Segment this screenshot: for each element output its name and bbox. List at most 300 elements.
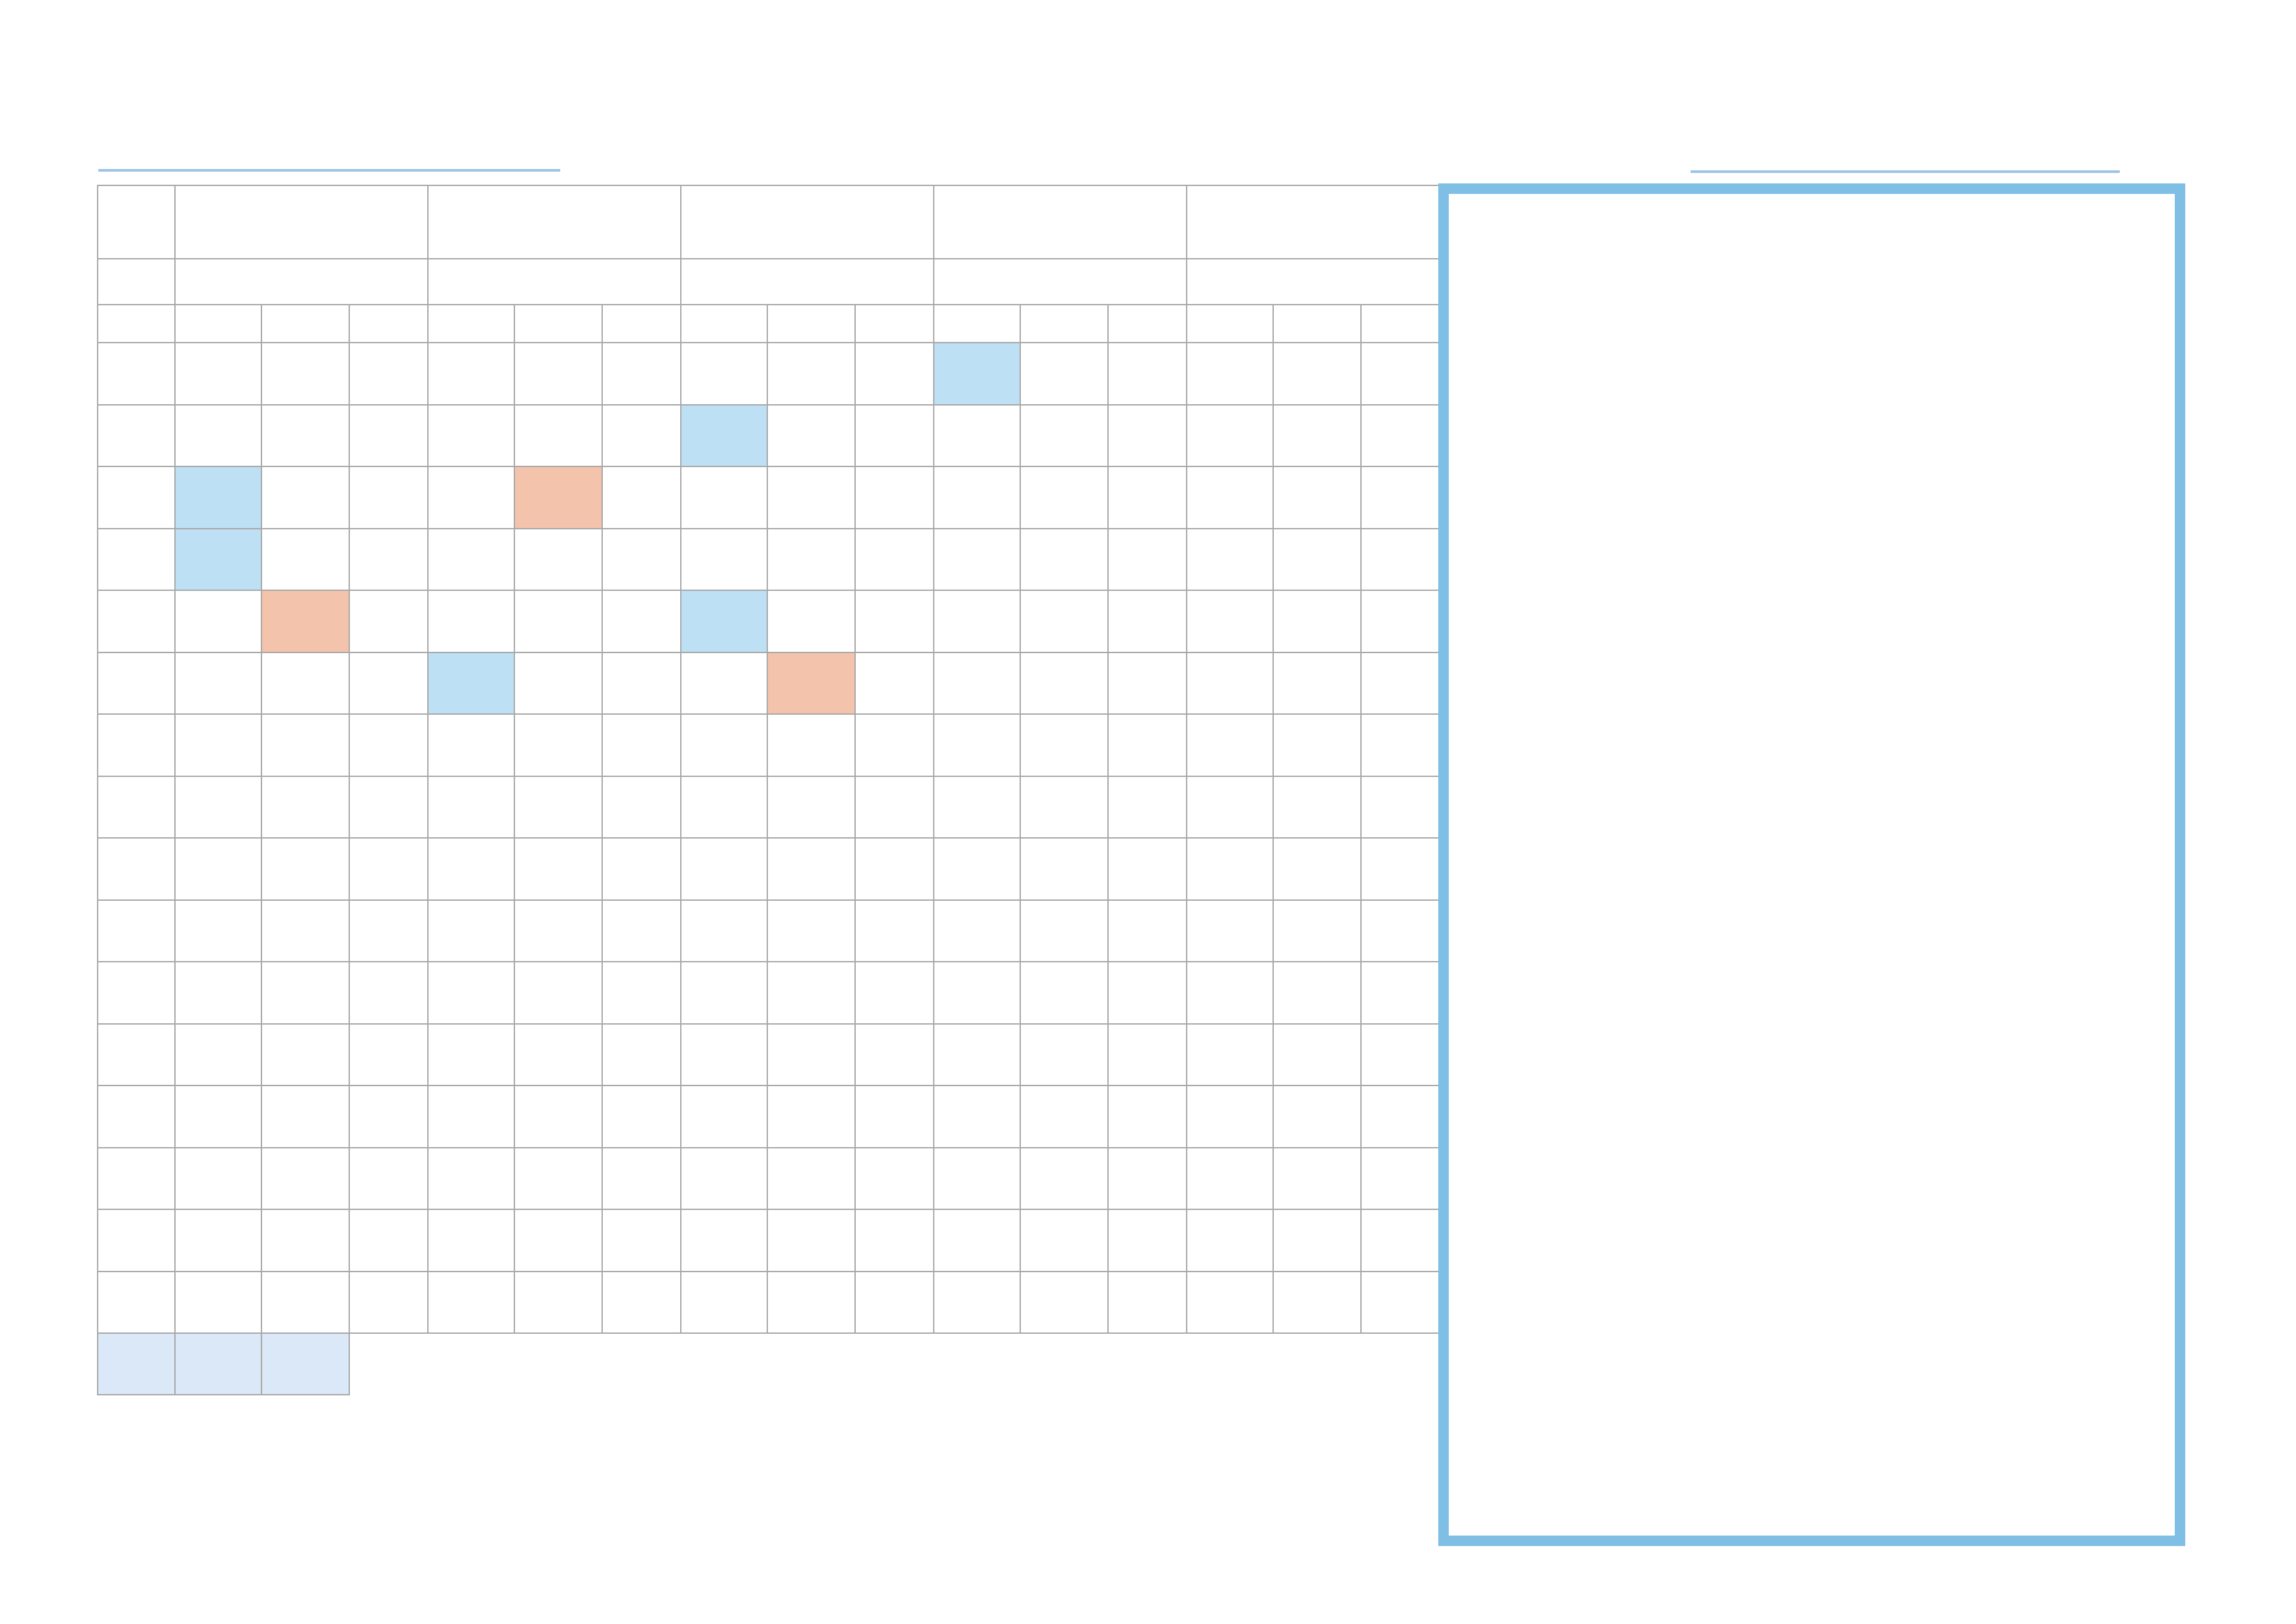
rt-change-cell — [349, 1272, 428, 1334]
plus-cell — [934, 652, 1020, 715]
minus-cell — [261, 1148, 349, 1210]
rt-change-cell — [1108, 343, 1187, 405]
rating-label — [98, 259, 175, 305]
minus-cell — [514, 962, 602, 1024]
plus-cell — [934, 343, 1020, 405]
minus-cell — [261, 900, 349, 962]
rt-change-cell — [602, 962, 681, 1024]
minus-cell — [1020, 652, 1108, 715]
minus-cell — [514, 343, 602, 405]
rt-change-cell — [602, 1209, 681, 1272]
table-row — [98, 343, 1440, 405]
minus-cell — [767, 343, 855, 405]
score-table — [97, 185, 1440, 1395]
minus-cell — [261, 776, 349, 839]
plus-cell — [175, 962, 261, 1024]
plus-cell — [681, 962, 767, 1024]
plus-cell — [1187, 900, 1273, 962]
table-row — [98, 1148, 1440, 1210]
rt-change-cell — [855, 343, 934, 405]
plus-cell — [428, 1148, 514, 1210]
plus-cell — [1187, 405, 1273, 467]
plus-cell — [934, 1024, 1020, 1086]
plus-cell — [681, 1024, 767, 1086]
average-underline — [1691, 170, 2120, 173]
plus-cell — [175, 1272, 261, 1334]
rt-change-cell — [602, 714, 681, 776]
round-number — [98, 1148, 175, 1210]
table-row — [98, 305, 1440, 343]
rt-change-cell — [349, 962, 428, 1024]
rt-change-cell — [1361, 652, 1440, 715]
plus-cell — [1187, 1148, 1273, 1210]
player-name-cell — [175, 185, 428, 259]
plus-header — [175, 305, 261, 343]
rt-change-cell — [1361, 466, 1440, 529]
plus-cell — [428, 838, 514, 900]
round-number — [98, 714, 175, 776]
table-row — [98, 1333, 1440, 1395]
plus-cell — [1187, 466, 1273, 529]
rt-change-cell — [1361, 838, 1440, 900]
rt-change-cell — [1361, 1024, 1440, 1086]
plus-cell — [934, 900, 1020, 962]
minus-cell — [767, 1148, 855, 1210]
rt-change-cell — [1108, 1209, 1187, 1272]
plus-cell — [681, 1086, 767, 1148]
plus-cell — [934, 776, 1020, 839]
plus-cell — [428, 714, 514, 776]
rt-change-cell — [1361, 1148, 1440, 1210]
plus-cell — [428, 1272, 514, 1334]
minus-cell — [767, 652, 855, 715]
minus-cell — [261, 1209, 349, 1272]
table-row — [98, 185, 1440, 259]
minus-cell — [261, 1272, 349, 1334]
minus-cell — [1020, 714, 1108, 776]
rt-change-cell — [602, 838, 681, 900]
table-row — [98, 259, 1440, 305]
rt-change-cell — [602, 529, 681, 591]
plus-cell — [428, 590, 514, 652]
plus-cell — [681, 1209, 767, 1272]
table-row — [98, 652, 1440, 715]
round-number — [98, 1209, 175, 1272]
minus-cell — [767, 1209, 855, 1272]
rt-change-cell — [1108, 466, 1187, 529]
minus-cell — [1020, 343, 1108, 405]
plus-cell — [175, 1086, 261, 1148]
minus-cell — [261, 652, 349, 715]
rt-change-cell — [602, 590, 681, 652]
rt-change-cell — [855, 1148, 934, 1210]
minus-cell — [1020, 1024, 1108, 1086]
rt-change-cell — [602, 900, 681, 962]
rt-change-cell — [855, 900, 934, 962]
minus-cell — [1020, 900, 1108, 962]
plus-cell — [428, 529, 514, 591]
table-row — [98, 466, 1440, 529]
rt-change-cell — [855, 776, 934, 839]
rt-header — [855, 305, 934, 343]
minus-cell — [261, 343, 349, 405]
rt-change-cell — [855, 466, 934, 529]
rt-header — [349, 305, 428, 343]
minus-cell — [1020, 1209, 1108, 1272]
plus-cell — [681, 1272, 767, 1334]
plus-cell — [428, 776, 514, 839]
player-name-cell — [428, 185, 681, 259]
rt-change-cell — [1361, 776, 1440, 839]
plus-cell — [428, 1086, 514, 1148]
minus-cell — [1020, 1148, 1108, 1210]
plus-cell — [934, 1086, 1020, 1148]
plus-cell — [934, 466, 1020, 529]
plus-cell — [934, 838, 1020, 900]
round-number — [98, 590, 175, 652]
round-number — [98, 405, 175, 467]
rt-change-cell — [1361, 714, 1440, 776]
round-number — [98, 900, 175, 962]
rt-change-cell — [1361, 1086, 1440, 1148]
plus-cell — [175, 529, 261, 591]
round-number — [98, 466, 175, 529]
minus-cell — [1273, 714, 1361, 776]
minus-cell — [514, 1272, 602, 1334]
minus-cell — [514, 1148, 602, 1210]
rt-change-cell — [349, 405, 428, 467]
plus-cell — [1187, 962, 1273, 1024]
rt-header — [1108, 305, 1187, 343]
round-number — [98, 838, 175, 900]
minus-cell — [514, 466, 602, 529]
player-name-cell — [934, 185, 1187, 259]
minus-cell — [1020, 1272, 1108, 1334]
minus-cell — [767, 529, 855, 591]
rt-change-cell — [349, 1209, 428, 1272]
minus-cell — [1020, 529, 1108, 591]
rt-header — [1361, 305, 1440, 343]
minus-cell — [261, 1086, 349, 1148]
minus-cell — [514, 1086, 602, 1148]
minus-cell — [767, 900, 855, 962]
rt-change-cell — [602, 652, 681, 715]
plus-cell — [175, 1024, 261, 1086]
minus-cell — [767, 466, 855, 529]
minus-cell — [261, 529, 349, 591]
minus-cell — [1273, 1024, 1361, 1086]
rt-change-cell — [349, 343, 428, 405]
plus-cell — [175, 466, 261, 529]
plus-cell — [934, 962, 1020, 1024]
table-row — [98, 1209, 1440, 1272]
minus-cell — [1273, 1086, 1361, 1148]
plus-cell — [1187, 529, 1273, 591]
minus-cell — [514, 900, 602, 962]
rt-change-cell — [1361, 590, 1440, 652]
minus-cell — [767, 1024, 855, 1086]
rt-change-cell — [1108, 529, 1187, 591]
rt-change-cell — [855, 590, 934, 652]
player-name-cell — [1187, 185, 1440, 259]
plus-cell — [428, 343, 514, 405]
minus-cell — [1273, 652, 1361, 715]
round-number — [98, 776, 175, 839]
minus-cell — [1020, 1086, 1108, 1148]
minus-cell — [1273, 900, 1361, 962]
plus-cell — [175, 1209, 261, 1272]
plus-cell — [681, 838, 767, 900]
plus-cell — [1187, 838, 1273, 900]
player-rating — [681, 259, 934, 305]
minus-cell — [767, 714, 855, 776]
plus-cell — [681, 343, 767, 405]
plus-cell — [175, 900, 261, 962]
subtotal-minus — [261, 1333, 349, 1395]
plus-cell — [1187, 1086, 1273, 1148]
plus-cell — [1187, 343, 1273, 405]
rt-change-cell — [602, 1148, 681, 1210]
minus-cell — [261, 590, 349, 652]
player-rating — [428, 259, 681, 305]
plus-header — [681, 305, 767, 343]
plus-cell — [681, 900, 767, 962]
player-name-cell — [681, 185, 934, 259]
plus-cell — [1187, 590, 1273, 652]
table-row — [98, 529, 1440, 591]
rt-change-cell — [1361, 900, 1440, 962]
minus-cell — [261, 838, 349, 900]
minus-cell — [1273, 343, 1361, 405]
memo-panel — [1466, 210, 2168, 255]
rt-change-cell — [349, 714, 428, 776]
plus-cell — [1187, 1209, 1273, 1272]
minus-cell — [1273, 838, 1361, 900]
minus-cell — [261, 466, 349, 529]
rt-change-cell — [602, 343, 681, 405]
rt-change-cell — [349, 590, 428, 652]
plus-cell — [681, 405, 767, 467]
plus-cell — [681, 590, 767, 652]
memo-frame — [1438, 183, 2185, 1546]
rt-change-cell — [1361, 405, 1440, 467]
plus-cell — [1187, 1272, 1273, 1334]
minus-cell — [1273, 1148, 1361, 1210]
plus-cell — [934, 405, 1020, 467]
minus-cell — [261, 962, 349, 1024]
plus-cell — [428, 900, 514, 962]
rt-change-cell — [1108, 1272, 1187, 1334]
plus-cell — [934, 529, 1020, 591]
rt-change-cell — [1361, 962, 1440, 1024]
date-underline — [98, 169, 560, 172]
rt-change-cell — [855, 962, 934, 1024]
rt-change-cell — [349, 900, 428, 962]
minus-cell — [1020, 590, 1108, 652]
minus-cell — [767, 776, 855, 839]
plus-cell — [681, 529, 767, 591]
minus-header — [261, 305, 349, 343]
rt-change-cell — [349, 838, 428, 900]
minus-cell — [514, 714, 602, 776]
plus-cell — [175, 405, 261, 467]
table-row — [98, 962, 1440, 1024]
rt-change-cell — [1361, 529, 1440, 591]
minus-cell — [514, 1024, 602, 1086]
minus-cell — [1020, 776, 1108, 839]
rt-change-cell — [1108, 590, 1187, 652]
rt-change-cell — [1361, 1209, 1440, 1272]
minus-cell — [1020, 962, 1108, 1024]
rt-change-cell — [855, 1024, 934, 1086]
rt-change-cell — [1361, 1272, 1440, 1334]
round-number — [98, 1024, 175, 1086]
plus-cell — [175, 343, 261, 405]
table-row — [98, 1024, 1440, 1086]
rt-change-cell — [602, 1272, 681, 1334]
minus-cell — [767, 590, 855, 652]
minus-cell — [1273, 1272, 1361, 1334]
rt-change-cell — [349, 1148, 428, 1210]
plus-cell — [681, 466, 767, 529]
player-rating — [934, 259, 1187, 305]
minus-cell — [1273, 405, 1361, 467]
plus-header — [428, 305, 514, 343]
plus-cell — [681, 1148, 767, 1210]
minus-cell — [1273, 529, 1361, 591]
rt-change-cell — [855, 652, 934, 715]
minus-cell — [261, 1024, 349, 1086]
plus-cell — [1187, 714, 1273, 776]
plus-cell — [934, 714, 1020, 776]
minus-cell — [514, 1209, 602, 1272]
rt-change-cell — [1108, 714, 1187, 776]
plus-cell — [428, 962, 514, 1024]
plus-cell — [175, 714, 261, 776]
name-label — [98, 185, 175, 259]
player-rating — [175, 259, 428, 305]
rt-change-cell — [1108, 1086, 1187, 1148]
round-number — [98, 343, 175, 405]
rt-change-cell — [1361, 343, 1440, 405]
rt-change-cell — [349, 652, 428, 715]
minus-cell — [514, 652, 602, 715]
minus-cell — [1273, 1209, 1361, 1272]
rt-change-cell — [1108, 1148, 1187, 1210]
subtotal-plus — [175, 1333, 261, 1395]
round-label — [98, 305, 175, 343]
rt-change-cell — [349, 776, 428, 839]
table-row — [98, 1272, 1440, 1334]
table-row — [98, 405, 1440, 467]
minus-header — [514, 305, 602, 343]
plus-cell — [428, 1209, 514, 1272]
plus-cell — [681, 652, 767, 715]
minus-cell — [261, 405, 349, 467]
plus-header — [934, 305, 1020, 343]
rt-change-cell — [602, 1024, 681, 1086]
rt-change-cell — [1108, 838, 1187, 900]
rt-change-cell — [855, 1086, 934, 1148]
rt-change-cell — [855, 1209, 934, 1272]
minus-cell — [767, 1086, 855, 1148]
minus-cell — [261, 714, 349, 776]
plus-cell — [175, 838, 261, 900]
minus-cell — [1020, 466, 1108, 529]
minus-cell — [767, 1272, 855, 1334]
player-rating — [1187, 259, 1440, 305]
round-number — [98, 1272, 175, 1334]
minus-cell — [514, 590, 602, 652]
rt-change-cell — [855, 714, 934, 776]
round-number — [98, 1086, 175, 1148]
plus-cell — [428, 466, 514, 529]
minus-cell — [514, 529, 602, 591]
rt-change-cell — [855, 1272, 934, 1334]
minus-cell — [1020, 838, 1108, 900]
plus-cell — [681, 776, 767, 839]
plus-cell — [1187, 776, 1273, 839]
minus-cell — [514, 405, 602, 467]
rt-header — [602, 305, 681, 343]
plus-cell — [428, 405, 514, 467]
minus-cell — [1273, 466, 1361, 529]
rt-change-cell — [602, 776, 681, 839]
round-number — [98, 962, 175, 1024]
minus-cell — [767, 962, 855, 1024]
table-row — [98, 590, 1440, 652]
table-row — [98, 776, 1440, 839]
minus-cell — [1273, 776, 1361, 839]
plus-cell — [175, 776, 261, 839]
rt-change-cell — [1108, 405, 1187, 467]
table-row — [98, 714, 1440, 776]
subtotal-label — [98, 1333, 175, 1395]
plus-cell — [175, 1148, 261, 1210]
plus-cell — [428, 652, 514, 715]
minus-header — [767, 305, 855, 343]
plus-cell — [428, 1024, 514, 1086]
rt-change-cell — [855, 405, 934, 467]
plus-cell — [681, 714, 767, 776]
minus-header — [1020, 305, 1108, 343]
rt-change-cell — [855, 529, 934, 591]
plus-cell — [175, 652, 261, 715]
minus-cell — [1273, 590, 1361, 652]
plus-cell — [934, 1209, 1020, 1272]
rt-change-cell — [602, 1086, 681, 1148]
rt-change-cell — [1108, 1024, 1187, 1086]
rt-change-cell — [349, 466, 428, 529]
minus-header — [1273, 305, 1361, 343]
rt-change-cell — [1108, 776, 1187, 839]
table-row — [98, 838, 1440, 900]
minus-cell — [514, 776, 602, 839]
rt-change-cell — [349, 529, 428, 591]
rt-change-cell — [855, 838, 934, 900]
rt-change-cell — [1108, 900, 1187, 962]
plus-cell — [1187, 652, 1273, 715]
rt-change-cell — [349, 1086, 428, 1148]
round-number — [98, 652, 175, 715]
minus-cell — [1273, 962, 1361, 1024]
rt-change-cell — [1108, 652, 1187, 715]
plus-cell — [934, 1148, 1020, 1210]
rt-change-cell — [1108, 962, 1187, 1024]
minus-cell — [767, 405, 855, 467]
round-number — [98, 529, 175, 591]
table-row — [98, 900, 1440, 962]
